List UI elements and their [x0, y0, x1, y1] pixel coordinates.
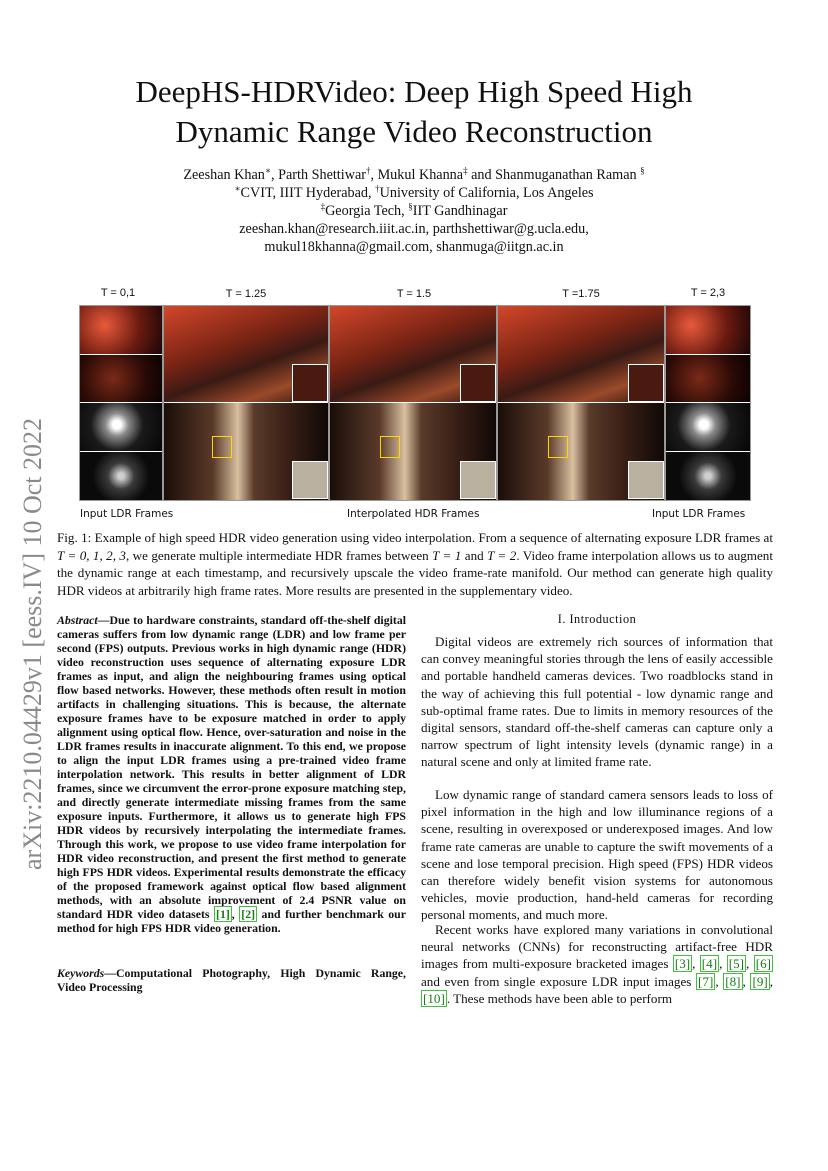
citation-link[interactable]: [10] [423, 990, 445, 1006]
affil-mark-4: § [408, 201, 413, 212]
caption-math-3: T = 2 [487, 547, 517, 563]
affil-2a: Georgia Tech, [325, 203, 405, 219]
hdr-inset-bottom-175 [628, 461, 664, 499]
ldr-tile-5 [666, 306, 750, 354]
hdr-frame-t15 [329, 305, 497, 501]
hdr-frame-t125 [163, 305, 329, 501]
section-heading-introduction: I. Introduction [557, 612, 637, 626]
author-4-mark: § [640, 165, 645, 176]
citation-link[interactable]: [3] [674, 956, 691, 972]
hdr-inset-top-175 [628, 364, 664, 402]
caption-math-2: T = 1 [432, 547, 462, 563]
abstract-sep: , [231, 907, 240, 921]
hdr-frame-t175 [497, 305, 665, 501]
caption-text-3: and [461, 547, 488, 563]
ldr-tile-3 [80, 403, 162, 451]
hdr-highlight-125 [212, 436, 232, 458]
author-4: and Shanmuganathan Raman [471, 167, 637, 183]
title-line-2: Dynamic Range Video Reconstruction [175, 114, 653, 149]
author-2-mark: † [365, 165, 371, 176]
author-block [60, 166, 768, 256]
abstract-label: Abstract [57, 613, 98, 627]
ldr-tile-1 [80, 306, 162, 354]
author-2: Parth Shettiwar [278, 167, 366, 183]
citation-link[interactable]: [2] [241, 907, 256, 921]
label-input-ldr-left: Input LDR Frames [80, 508, 174, 520]
intro-paragraph-1 [421, 633, 773, 771]
citation-link[interactable]: [8] [725, 973, 741, 989]
intro-p3-text-a: Recent works have explored many variations in convolutional neural networks (CNNs) for reconstructing artifact-free HDR images from multi-exposure bracketed images [421, 922, 773, 972]
abstract-body-1: —Due to hardware constraints, standard off-the-shelf digital cameras suffers from low dynamic range (LDR) and low frame per second (FPS) outputs. Previous works in high dynamic range (HDR) video reconstruction uses sequence of alternating exposure LDR frames as input, and align the neighbouring frames using optical flow based networks. However, these methods often result in motion artifacts in challenging situations. This is because, the alternate exposure frames have to be exposure matched in order to apply alignment using optical flow. Hence, over-saturation and noise in the LDR frames results in inaccurate alignment. To this end, we propose to align the input LDR frames using a pre-trained video frame interpolation network. This results in better alignment of LDR frames, since we circumvent the error-prone exposure matching step, and directly generate intermediate missing frames from the same exposure inputs. Furthermore, it allows us to generate high FPS HDR videos by recursively interpolating the intermediate frames. Through this work, we propose to use video frame interpolation for HDR video reconstruction, and present the first method to generate high FPS HDR videos. Experimental results demonstrate the efficacy of the proposed framework against optical flow based alignment methods, with an absolute improvement of 2.4 PSNR value on standard HDR video datasets [57, 613, 406, 921]
email-line-1[interactable]: zeeshan.khan@research.iiit.ac.in, parthshettiwar@g.ucla.edu, [239, 221, 589, 237]
intro-p3-text-c: . These methods have been able to perform [446, 990, 673, 1006]
intro-p1-text: Digital videos are extremely rich sources of information that can convey meaningful stories through the lens of easily accessible and portable handheld cameras devices. Two roadblocks stand in the way of achieving this full potential - low dynamic range and sub-optimal frame rates. Due to limits in memory resources of the digital sensors, standard off-the-shelf cameras can capture only a narrow spectrum of light intensity levels (dynamic range) in a natural scene and only at limited frame rate. [421, 634, 773, 770]
intro-p3-text-b: and even from single exposure LDR input images [421, 973, 697, 989]
caption-text-4: . Video frame interpolation allows us to augment the dynamic range at each timestamp, and recursively upscale the video frame-rate manifold. Our method can generate high quality HDR videos at arbitrarily high frame rates. More results are presented in the supplementary video. [57, 547, 773, 598]
ldr-tile-4 [80, 452, 162, 500]
intro-paragraph-2 [421, 786, 773, 924]
hdr-inset-bottom-125 [292, 461, 328, 499]
title-line-1: DeepHS-HDRVideo: Deep High Speed High [135, 74, 693, 109]
time-label-3: T =1.75 [562, 288, 600, 300]
affil-mark-1: ∗ [234, 183, 241, 194]
ldr-tile-7 [666, 403, 750, 451]
abstract [57, 613, 406, 935]
affil-mark-2: † [375, 183, 380, 194]
hdr-inset-bottom-15 [460, 461, 496, 499]
citation-link[interactable]: [6] [755, 956, 772, 972]
citation-link[interactable]: [4] [701, 956, 718, 972]
hdr-highlight-15 [380, 436, 400, 458]
citation-link[interactable]: [1] [216, 907, 230, 921]
ldr-tile-2 [80, 355, 162, 402]
ldr-tile-6 [666, 355, 750, 402]
ldr-tile-8 [666, 452, 750, 500]
time-label-0: T = 0,1 [100, 287, 136, 299]
hdr-inset-top-125 [292, 364, 328, 402]
email-line-2[interactable]: mukul18khanna@gmail.com, shanmuga@iitgn.ac.in [264, 239, 564, 255]
intro-p2-text: Low dynamic range of standard camera sensors leads to loss of pixel information in the high and low illuminance regions of a scene, resulting in overexposed or underexposed images. And low frame rate cameras are unable to capture the swift movements of a scene and lose temporal precision. High speed (FPS) HDR videos can therefore widely benefit vision systems for autonomous vehicles, movie production, hand-held cameras for recording personal moments, and much more. [421, 787, 773, 923]
time-label-2: T = 1.5 [396, 288, 432, 300]
caption-text-2: , we generate multiple intermediate HDR frames between [125, 547, 433, 563]
author-1-mark: ∗ [264, 165, 271, 176]
figure-caption [57, 529, 773, 599]
affiliation-line-2 [60, 202, 768, 220]
keywords-label: Keywords [57, 966, 105, 980]
citation-link[interactable]: [7] [698, 973, 714, 989]
affil-1a: CVIT, IIIT Hyderabad, [240, 185, 372, 201]
time-label-4: T = 2,3 [690, 287, 726, 299]
affil-2b: IIT Gandhinagar [412, 203, 508, 219]
affil-mark-3: ‡ [320, 201, 326, 212]
abstract-body-2: and further benchmark our method for high FPS HDR video generation. [57, 907, 406, 935]
affiliation-line-1 [60, 184, 768, 202]
affil-1b: University of California, Los Angeles [379, 185, 594, 201]
intro-paragraph-3: Recent works have explored many variations in convolutional neural networks (CNNs) for reconstructing artifact-free HDR images from multi-exposure bracketed images [3] , [4] , [5] , [6] and even from single exposure LDR input images [7] , [8] , [9] , [10] . These methods have been able to perform [421, 922, 774, 1006]
citation-link[interactable]: [5] [728, 956, 745, 972]
citation-link[interactable]: [9] [752, 973, 768, 989]
input-ldr-frames-right [665, 305, 751, 501]
author-3: Mukul Khanna [377, 167, 464, 183]
author-3-mark: ‡ [463, 165, 468, 176]
author-names: Zeeshan Khan∗, Parth Shettiwar†, Mukul Khanna‡ and Shanmuganathan Raman § [183, 165, 645, 183]
keywords [57, 966, 406, 994]
hdr-inset-top-15 [460, 364, 496, 402]
time-label-1: T = 1.25 [225, 288, 267, 300]
label-interpolated-hdr: Interpolated HDR Frames [347, 508, 480, 520]
caption-math-1: T = 0, 1, 2, 3 [57, 547, 126, 563]
hdr-highlight-175 [548, 436, 568, 458]
arxiv-stamp: arXiv:2210.04429v1 [eess.IV] 10 Oct 2022 [18, 417, 47, 870]
keywords-text: —Computational Photography, High Dynamic Range, Video Processing [57, 966, 406, 994]
paper-title [60, 72, 768, 152]
caption-text-1: Fig. 1: Example of high speed HDR video generation using video interpolation. From a sequence of alternating exposure LDR frames at [57, 530, 773, 545]
author-1: Zeeshan Khan [183, 167, 265, 183]
input-ldr-frames-left [79, 305, 163, 501]
label-input-ldr-right: Input LDR Frames [652, 508, 746, 520]
